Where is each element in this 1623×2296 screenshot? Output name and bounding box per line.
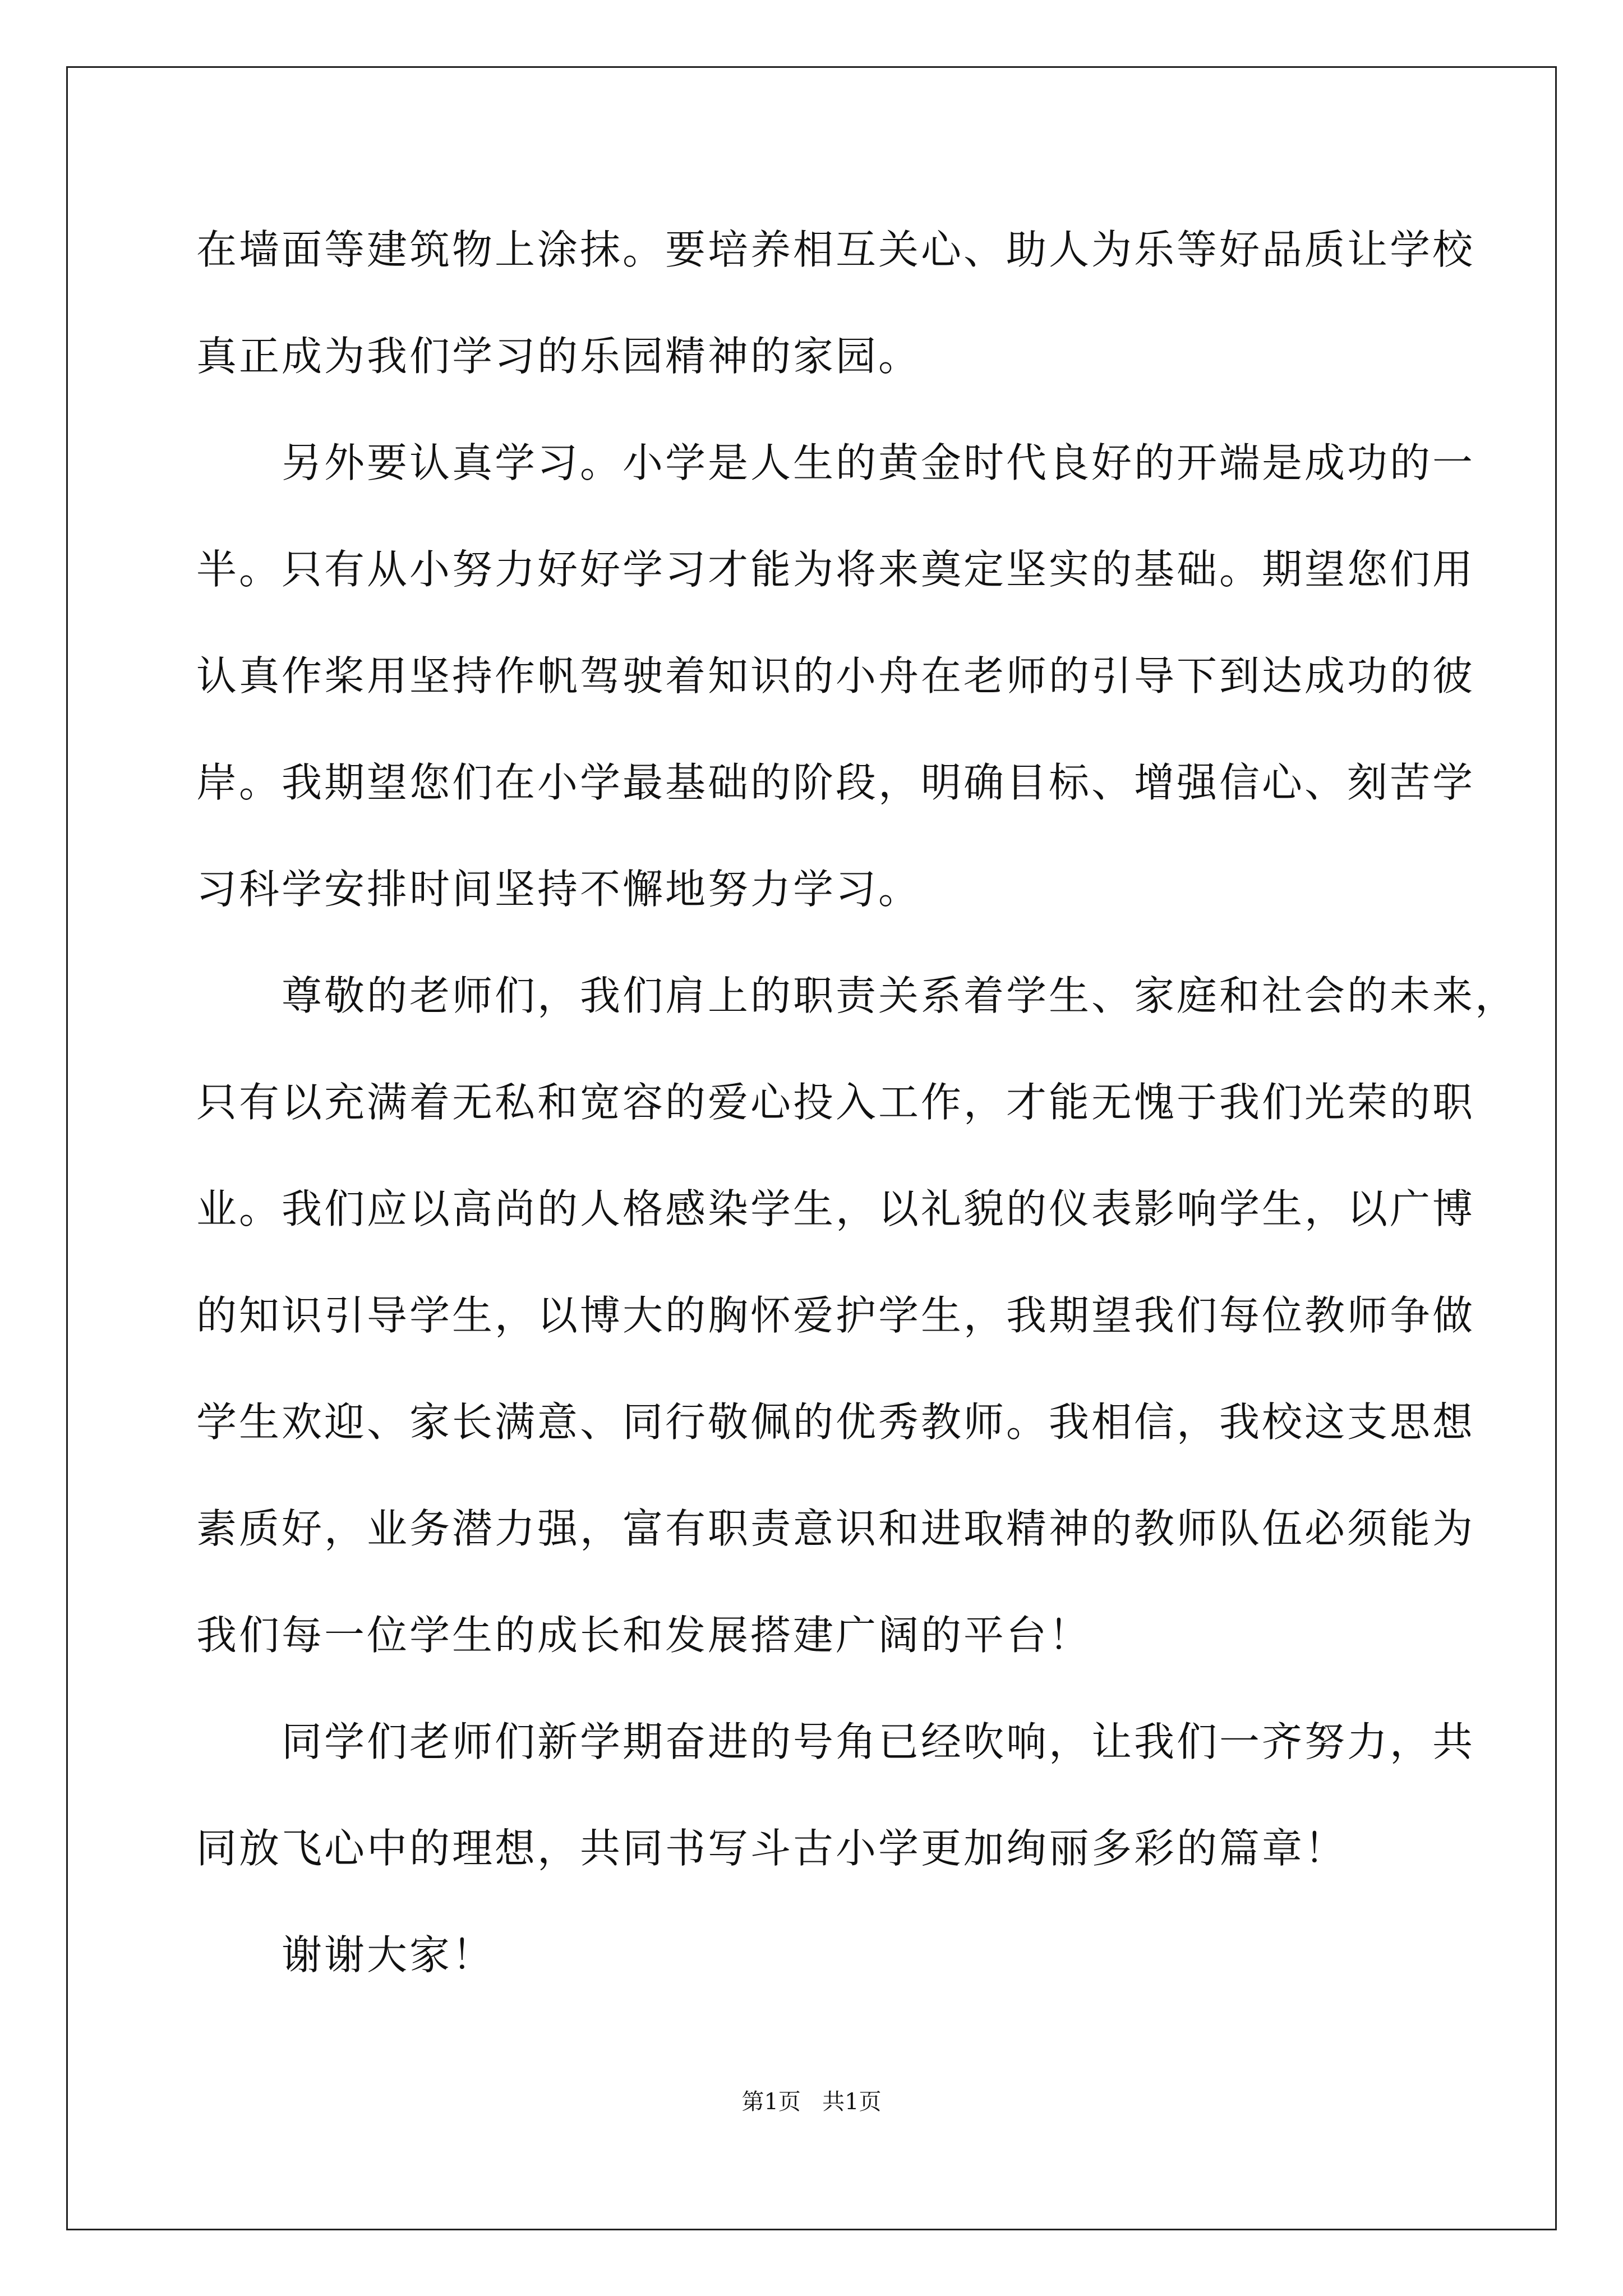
closing-line: 谢谢大家！ xyxy=(282,1931,495,1978)
text-line: 认真作桨用坚持作帆驾驶着知识的小舟在老师的引导下到达成功的彼 xyxy=(196,652,1476,700)
paragraph-start-line: 同学们老师们新学期奋进的号角已经吹响，让我们一齐努力，共 xyxy=(282,1718,1476,1765)
text-line: 业。我们应以高尚的人格感染学生，以礼貌的仪表影响学生，以广博 xyxy=(196,1185,1476,1232)
paragraph-start-line: 另外要认真学习。小学是人生的黄金时代良好的开端是成功的一 xyxy=(282,439,1476,486)
text-line: 半。只有从小努力好好学习才能为将来奠定坚实的基础。期望您们用 xyxy=(196,546,1476,593)
paragraph-start-line: 尊敬的老师们，我们肩上的职责关系着学生、家庭和社会的未来， xyxy=(282,972,1518,1019)
text-line: 素质好，业务潜力强，富有职责意识和进取精神的教师队伍必须能为 xyxy=(196,1505,1476,1552)
text-line: 学生欢迎、家长满意、同行敬佩的优秀教师。我相信，我校这支思想 xyxy=(196,1398,1476,1446)
text-line: 只有以充满着无私和宽容的爱心投入工作，才能无愧于我们光荣的职 xyxy=(196,1079,1476,1126)
text-line: 我们每一位学生的成长和发展搭建广阔的平台！ xyxy=(196,1612,1092,1659)
text-line: 习科学安排时间坚持不懈地努力学习。 xyxy=(196,866,921,913)
text-line: 同放飞心中的理想，共同书写斗古小学更加绚丽多彩的篇章！ xyxy=(196,1825,1348,1872)
text-line: 在墙面等建筑物上涂抹。要培养相互关心、助人为乐等好品质让学校 xyxy=(196,226,1476,273)
text-line: 岸。我期望您们在小学最基础的阶段，明确目标、增强信心、刻苦学 xyxy=(196,759,1476,806)
document-body xyxy=(196,216,1518,2028)
page-number: 第1页 xyxy=(741,2089,801,2115)
text-line: 的知识引导学生，以博大的胸怀爱护学生，我期望我们每位教师争做 xyxy=(196,1292,1476,1339)
page-footer xyxy=(0,2084,1623,2116)
text-line: 真正成为我们学习的乐园精神的家园。 xyxy=(196,333,921,380)
page-total: 共1页 xyxy=(822,2089,882,2115)
